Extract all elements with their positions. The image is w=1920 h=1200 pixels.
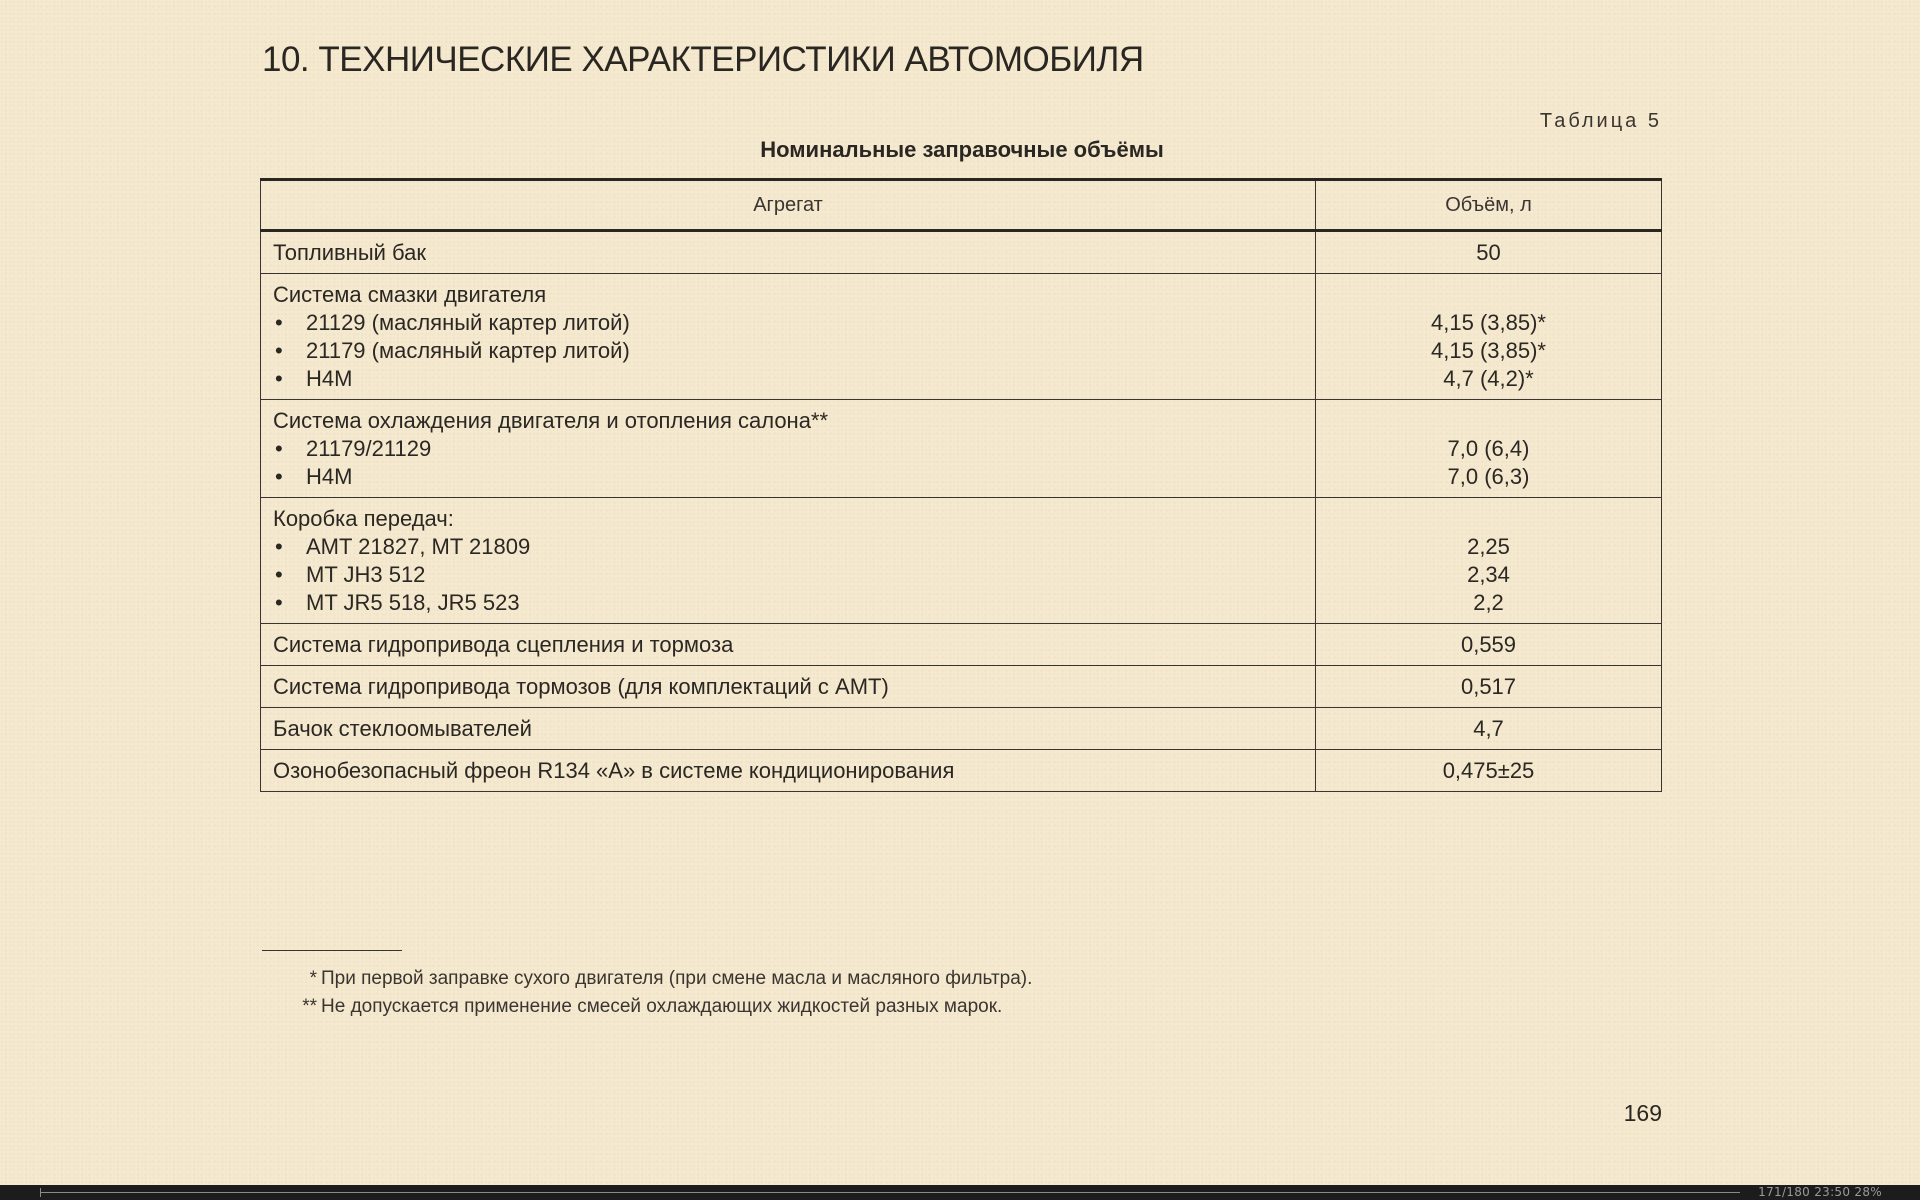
sub-item-label: MT JR5 518, JR5 523 [306,590,520,615]
unit-name: Озонобезопасный фреон R134 «А» в системе кондиционирования [273,758,955,783]
table-row [261,400,1662,498]
volume-value: 4,7 [1473,716,1504,741]
unit-name: Топливный бак [273,240,427,265]
unit-name: Система смазки двигателя [273,282,547,307]
table-row [261,750,1662,792]
volume-cell [1316,498,1662,624]
volume-cell [1316,750,1662,792]
capacity-table [260,178,1662,792]
footnote-2 [262,993,1032,1021]
volume-value: 50 [1476,240,1501,265]
sub-item [273,463,1303,491]
volume-cell [1316,400,1662,498]
footnotes [262,965,1032,1021]
footnote-divider [262,950,402,951]
unit-name: Система гидропривода сцепления и тормоза [273,632,734,657]
footnote-1 [262,965,1032,993]
bullet: • [275,436,283,461]
bullet: • [275,464,283,489]
unit-cell [261,400,1316,498]
value-spacer [1316,505,1661,533]
unit-name: Коробка передач: [273,506,454,531]
sub-item [273,589,1303,617]
unit-name: Система гидропривода тормозов (для комплектаций с AMT) [273,674,889,699]
sub-item [273,365,1303,393]
footnote-mark: ** [302,996,317,1017]
unit-cell [261,498,1316,624]
table-header-row [261,180,1662,231]
volume-cell [1316,708,1662,750]
bullet: • [275,590,283,615]
reading-progress-track[interactable] [40,1192,1740,1193]
sub-item-label: 21129 (масляный картер литой) [306,310,630,335]
sub-item-label: 21179/21129 [306,436,432,461]
sub-item-label: AMT 21827, MT 21809 [306,534,531,559]
bullet: • [275,534,283,559]
table-number: Таблица 5 [1539,110,1662,132]
sub-item-value: 2,34 [1467,562,1510,587]
page-number: 169 [1623,1100,1662,1126]
volume-value: 0,517 [1460,674,1517,699]
table-row [261,231,1662,274]
volume-cell [1316,274,1662,400]
volume-value: 0,559 [1460,632,1517,657]
bullet: • [275,310,283,335]
table-caption: Номинальные заправочные объёмы [760,137,1164,162]
unit-cell [261,708,1316,750]
bullet: • [275,562,283,587]
section-title: 10. ТЕХНИЧЕСКИЕ ХАРАКТЕРИСТИКИ АВТОМОБИЛЯ [262,40,1144,79]
unit-name: Бачок стеклоомывателей [273,716,532,741]
sub-item-value: 2,2 [1473,590,1504,615]
value-spacer [1316,281,1661,309]
bullet: • [275,338,283,363]
sub-item-value: 2,25 [1467,534,1510,559]
progress-start-tick [40,1188,41,1197]
bullet: • [275,366,283,391]
sub-item [273,561,1303,589]
sub-item-label: H4M [306,366,353,391]
footnote-text: Не допускается применение смесей охлаждающих жидкостей разных марок. [321,996,1003,1017]
table-row [261,708,1662,750]
sub-item-value: 7,0 (6,4) [1447,436,1530,461]
unit-cell [261,231,1316,274]
table-body [261,231,1662,792]
volume-cell [1316,231,1662,274]
unit-cell [261,624,1316,666]
sub-item-label: H4M [306,464,353,489]
footnote-text: При первой заправке сухого двигателя (при смене масла и масляного фильтра). [321,968,1033,989]
sub-item [273,533,1303,561]
sub-item-value: 4,15 (3,85)* [1431,338,1546,363]
volume-value: 0,475±25 [1442,758,1535,783]
reader-status-bar [0,1185,1920,1200]
volume-cell [1316,624,1662,666]
sub-item-label: 21179 (масляный картер литой) [306,338,630,363]
sub-item-value: 7,0 (6,3) [1447,464,1530,489]
unit-cell [261,666,1316,708]
table-row [261,274,1662,400]
sub-item [273,337,1303,365]
header-unit: Агрегат [261,180,1316,231]
unit-name: Система охлаждения двигателя и отопления салона** [273,408,829,433]
table-row [261,498,1662,624]
unit-cell [261,750,1316,792]
unit-cell [261,274,1316,400]
sub-item [273,309,1303,337]
sub-item-value: 4,15 (3,85)* [1431,310,1546,335]
value-spacer [1316,407,1661,435]
reader-status-text: 171/180 23:50 28% [1758,1185,1882,1199]
table-row [261,666,1662,708]
footnote-mark: * [309,968,317,989]
sub-item-label: MT JH3 512 [306,562,426,587]
sub-item [273,435,1303,463]
header-volume: Объём, л [1316,180,1662,231]
volume-cell [1316,666,1662,708]
table-row [261,624,1662,666]
sub-item-value: 4,7 (4,2)* [1443,366,1534,391]
